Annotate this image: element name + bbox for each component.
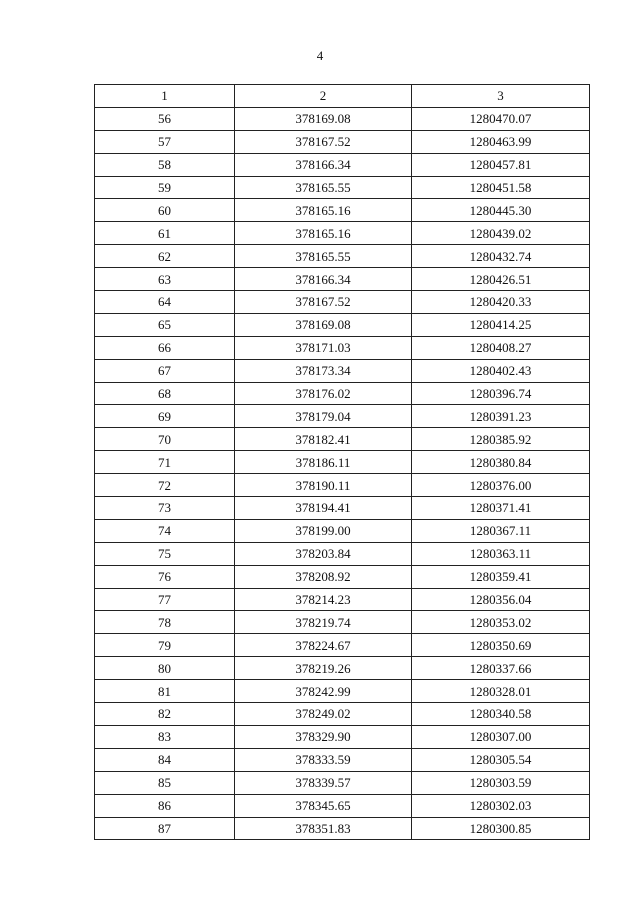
table-row (95, 405, 590, 428)
point-number-cell: 75 (95, 542, 235, 565)
coordinates-table (94, 84, 590, 840)
table-row (95, 634, 590, 657)
point-number-cell: 56 (95, 107, 235, 130)
y-coordinate-cell: 1280376.00 (412, 474, 590, 497)
x-coordinate-cell: 378186.11 (235, 451, 412, 474)
y-coordinate-cell: 1280337.66 (412, 657, 590, 680)
point-number-cell: 77 (95, 588, 235, 611)
table-row (95, 428, 590, 451)
table-body (95, 107, 590, 840)
point-number-cell: 72 (95, 474, 235, 497)
x-coordinate-cell: 378333.59 (235, 748, 412, 771)
point-number-cell: 83 (95, 725, 235, 748)
point-number-cell: 62 (95, 245, 235, 268)
table-row (95, 107, 590, 130)
point-number-cell: 73 (95, 497, 235, 520)
point-number-cell: 78 (95, 611, 235, 634)
x-coordinate-cell: 378165.16 (235, 199, 412, 222)
table-row (95, 771, 590, 794)
y-coordinate-cell: 1280328.01 (412, 680, 590, 703)
point-number-cell: 85 (95, 771, 235, 794)
table-header (95, 85, 590, 108)
point-number-cell: 65 (95, 313, 235, 336)
column-header-2: 2 (235, 85, 412, 108)
table-row (95, 176, 590, 199)
point-number-cell: 80 (95, 657, 235, 680)
point-number-cell: 70 (95, 428, 235, 451)
table-row (95, 703, 590, 726)
y-coordinate-cell: 1280367.11 (412, 519, 590, 542)
point-number-cell: 57 (95, 130, 235, 153)
x-coordinate-cell: 378165.55 (235, 176, 412, 199)
table-row (95, 313, 590, 336)
page-number: 4 (316, 48, 324, 63)
point-number-cell: 63 (95, 268, 235, 291)
y-coordinate-cell: 1280356.04 (412, 588, 590, 611)
x-coordinate-cell: 378351.83 (235, 817, 412, 840)
x-coordinate-cell: 378167.52 (235, 130, 412, 153)
x-coordinate-cell: 378194.41 (235, 497, 412, 520)
point-number-cell: 84 (95, 748, 235, 771)
table-row (95, 748, 590, 771)
table-row (95, 336, 590, 359)
table-row (95, 680, 590, 703)
x-coordinate-cell: 378169.08 (235, 313, 412, 336)
table-row (95, 588, 590, 611)
x-coordinate-cell: 378166.34 (235, 268, 412, 291)
point-number-cell: 74 (95, 519, 235, 542)
point-number-cell: 81 (95, 680, 235, 703)
y-coordinate-cell: 1280303.59 (412, 771, 590, 794)
x-coordinate-cell: 378199.00 (235, 519, 412, 542)
y-coordinate-cell: 1280307.00 (412, 725, 590, 748)
y-coordinate-cell: 1280300.85 (412, 817, 590, 840)
y-coordinate-cell: 1280463.99 (412, 130, 590, 153)
header-row (95, 85, 590, 108)
y-coordinate-cell: 1280414.25 (412, 313, 590, 336)
table-row (95, 519, 590, 542)
x-coordinate-cell: 378173.34 (235, 359, 412, 382)
y-coordinate-cell: 1280420.33 (412, 291, 590, 314)
x-coordinate-cell: 378203.84 (235, 542, 412, 565)
x-coordinate-cell: 378190.11 (235, 474, 412, 497)
point-number-cell: 86 (95, 794, 235, 817)
table-row (95, 291, 590, 314)
x-coordinate-cell: 378345.65 (235, 794, 412, 817)
x-coordinate-cell: 378165.55 (235, 245, 412, 268)
table-row (95, 245, 590, 268)
x-coordinate-cell: 378219.74 (235, 611, 412, 634)
point-number-cell: 64 (95, 291, 235, 314)
column-header-1: 1 (95, 85, 235, 108)
y-coordinate-cell: 1280457.81 (412, 153, 590, 176)
table-row (95, 153, 590, 176)
x-coordinate-cell: 378176.02 (235, 382, 412, 405)
y-coordinate-cell: 1280305.54 (412, 748, 590, 771)
x-coordinate-cell: 378182.41 (235, 428, 412, 451)
table-row (95, 542, 590, 565)
x-coordinate-cell: 378329.90 (235, 725, 412, 748)
y-coordinate-cell: 1280451.58 (412, 176, 590, 199)
table-row (95, 611, 590, 634)
y-coordinate-cell: 1280350.69 (412, 634, 590, 657)
y-coordinate-cell: 1280426.51 (412, 268, 590, 291)
x-coordinate-cell: 378165.16 (235, 222, 412, 245)
table-row (95, 382, 590, 405)
y-coordinate-cell: 1280391.23 (412, 405, 590, 428)
table-row (95, 130, 590, 153)
y-coordinate-cell: 1280302.03 (412, 794, 590, 817)
y-coordinate-cell: 1280353.02 (412, 611, 590, 634)
table-row (95, 222, 590, 245)
x-coordinate-cell: 378171.03 (235, 336, 412, 359)
y-coordinate-cell: 1280363.11 (412, 542, 590, 565)
table-row (95, 565, 590, 588)
x-coordinate-cell: 378339.57 (235, 771, 412, 794)
table-row (95, 497, 590, 520)
point-number-cell: 79 (95, 634, 235, 657)
point-number-cell: 87 (95, 817, 235, 840)
point-number-cell: 71 (95, 451, 235, 474)
table-row (95, 725, 590, 748)
table-row (95, 817, 590, 840)
table-row (95, 359, 590, 382)
y-coordinate-cell: 1280432.74 (412, 245, 590, 268)
x-coordinate-cell: 378249.02 (235, 703, 412, 726)
point-number-cell: 60 (95, 199, 235, 222)
column-header-3: 3 (412, 85, 590, 108)
y-coordinate-cell: 1280439.02 (412, 222, 590, 245)
y-coordinate-cell: 1280396.74 (412, 382, 590, 405)
point-number-cell: 76 (95, 565, 235, 588)
table-row (95, 657, 590, 680)
table-row (95, 199, 590, 222)
point-number-cell: 59 (95, 176, 235, 199)
point-number-cell: 66 (95, 336, 235, 359)
x-coordinate-cell: 378242.99 (235, 680, 412, 703)
y-coordinate-cell: 1280371.41 (412, 497, 590, 520)
y-coordinate-cell: 1280385.92 (412, 428, 590, 451)
table-row (95, 451, 590, 474)
x-coordinate-cell: 378219.26 (235, 657, 412, 680)
table-row (95, 474, 590, 497)
x-coordinate-cell: 378169.08 (235, 107, 412, 130)
point-number-cell: 69 (95, 405, 235, 428)
table-row (95, 794, 590, 817)
point-number-cell: 68 (95, 382, 235, 405)
x-coordinate-cell: 378208.92 (235, 565, 412, 588)
x-coordinate-cell: 378224.67 (235, 634, 412, 657)
x-coordinate-cell: 378179.04 (235, 405, 412, 428)
point-number-cell: 82 (95, 703, 235, 726)
y-coordinate-cell: 1280402.43 (412, 359, 590, 382)
y-coordinate-cell: 1280408.27 (412, 336, 590, 359)
x-coordinate-cell: 378166.34 (235, 153, 412, 176)
x-coordinate-cell: 378167.52 (235, 291, 412, 314)
table-row (95, 268, 590, 291)
point-number-cell: 67 (95, 359, 235, 382)
y-coordinate-cell: 1280445.30 (412, 199, 590, 222)
y-coordinate-cell: 1280380.84 (412, 451, 590, 474)
y-coordinate-cell: 1280470.07 (412, 107, 590, 130)
y-coordinate-cell: 1280359.41 (412, 565, 590, 588)
point-number-cell: 61 (95, 222, 235, 245)
point-number-cell: 58 (95, 153, 235, 176)
y-coordinate-cell: 1280340.58 (412, 703, 590, 726)
x-coordinate-cell: 378214.23 (235, 588, 412, 611)
